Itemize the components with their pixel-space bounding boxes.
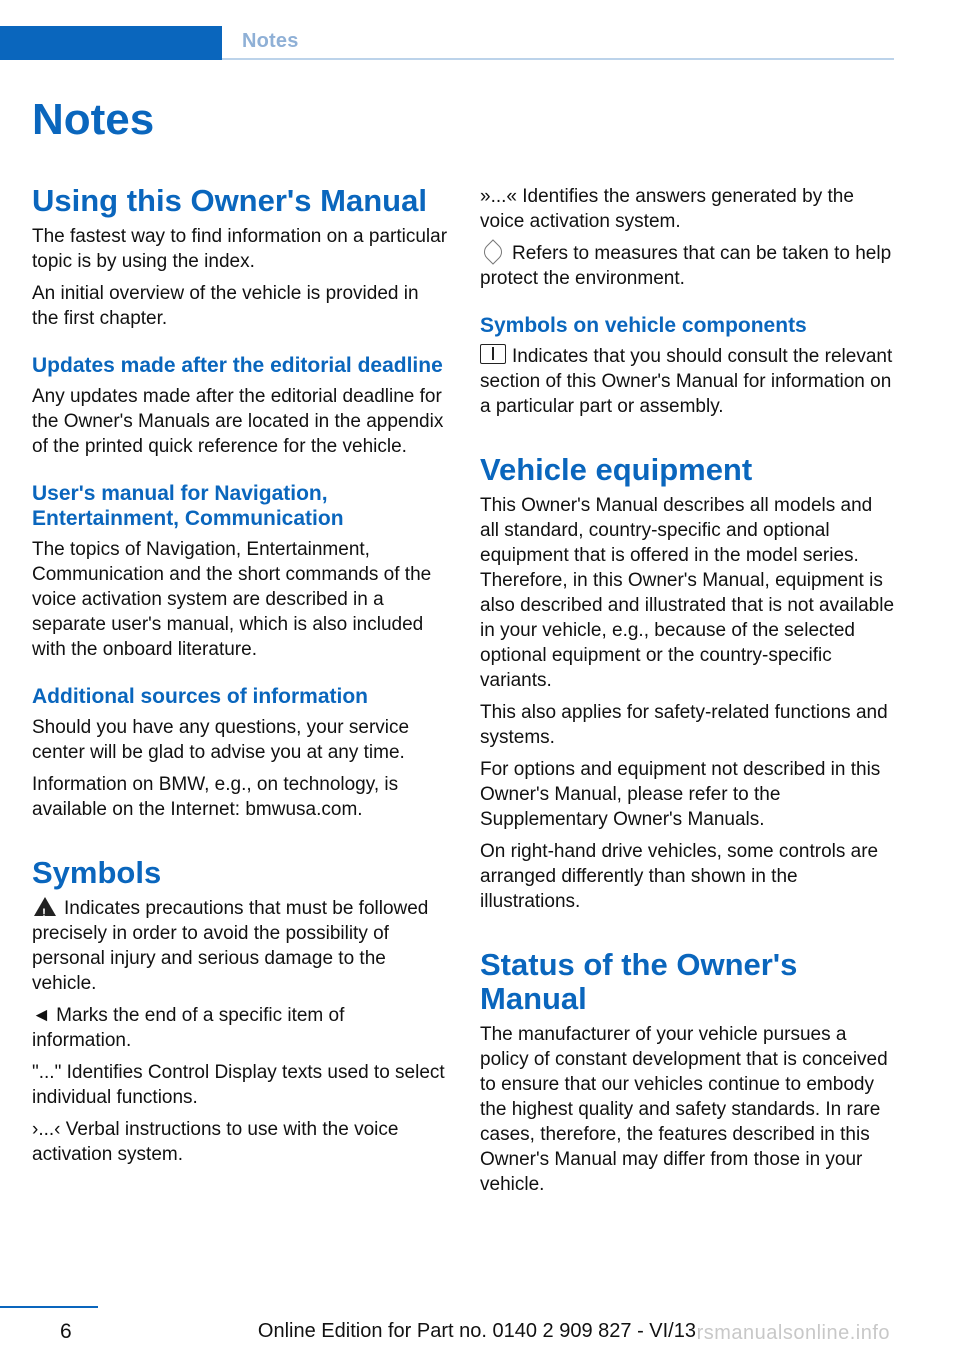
paragraph: Information on BMW, e.g., on technology, is available on the Internet: bmwusa.com. <box>32 774 399 820</box>
paragraph-text: Indicates precautions that must be followed precisely in order to avoid the possibility of personal injury and serious damage to the vehicle. <box>32 898 429 994</box>
header-accent-bar <box>0 26 222 60</box>
book-icon <box>480 344 506 364</box>
paragraph: On right-hand drive vehicles, some controls are arranged differently than shown in the illustrations. <box>480 841 879 912</box>
heading-symbols: Symbols <box>32 855 162 890</box>
footer-rule <box>0 1306 98 1308</box>
paragraph: Any updates made after the editorial deadline for the Owner's Manuals are located in the appendix of the printed quick reference for the vehicle. <box>32 386 444 457</box>
left-column <box>32 184 448 1174</box>
heading-using-manual: Using this Owner's Manual <box>32 183 427 218</box>
edition-label: Online Edition for Part no. 0140 2 909 827 - VI/13 <box>257 1320 696 1342</box>
running-header-title: Notes <box>242 30 299 52</box>
heading-vehicle-components: Symbols on vehicle components <box>480 314 807 337</box>
heading-additional-sources: Additional sources of information <box>32 685 369 708</box>
paragraph: Should you have any questions, your service center will be glad to advise you at any time. <box>32 717 410 763</box>
paragraph: »...« Identifies the answers generated by the voice activation system. <box>480 186 854 232</box>
heading-status-manual: Status of the Owner's Manual <box>480 947 798 1016</box>
environment-leaf-icon <box>480 239 505 264</box>
paragraph: For options and equipment not described in this Owner's Manual, please refer to the Supplementary Owner's Manuals. <box>480 759 881 830</box>
symbol-environment-paragraph <box>480 241 896 291</box>
header-rule <box>222 58 894 60</box>
paragraph: The fastest way to find information on a particular topic is by using the index. <box>32 226 448 272</box>
paragraph-text: Refers to measures that can be taken to help protect the environment. <box>480 243 892 289</box>
paragraph: The topics of Navigation, Entertainment, Communication and the short commands of the voice activation system are described in a separate user's manual, which is also included with the onboard literature. <box>32 539 432 660</box>
paragraph: The manufacturer of your vehicle pursues a policy of constant development that is conceived to ensure that our vehicles continue to embody the highest quality and safety standards. In rare cases, therefore, the features described in this Owner's Manual may differ from those in your vehicle. <box>480 1024 888 1195</box>
right-column <box>480 184 896 1204</box>
heading-vehicle-equipment: Vehicle equipment <box>480 452 753 487</box>
symbol-book-paragraph <box>480 344 896 419</box>
heading-updates: Updates made after the editorial deadline <box>32 354 443 377</box>
heading-nav-manual: User's manual for Navigation, Entertainment, Communication <box>32 482 344 530</box>
paragraph: "..." Identifies Control Display texts used to select individual functions. <box>32 1062 445 1108</box>
page-number: 6 <box>60 1320 72 1343</box>
paragraph-text: Indicates that you should consult the relevant section of this Owner's Manual for information on a particular part or assembly. <box>480 346 893 417</box>
symbol-warning-paragraph <box>32 896 448 996</box>
warning-triangle-icon <box>34 897 56 916</box>
paragraph: This also applies for safety-related functions and systems. <box>480 702 888 748</box>
paragraph: ›...‹ Verbal instructions to use with the voice activation system. <box>32 1119 399 1165</box>
paragraph: This Owner's Manual describes all models and all standard, country-specific and optional equipment that is offered in the model series. Therefore, in this Owner's Manual, equipment is also described and illustrated that is not available in your vehicle, e.g., because of the selected optional equipment or the country-specific variants. <box>480 495 895 691</box>
page-title: Notes <box>32 95 155 144</box>
paragraph: ◄ Marks the end of a specific item of information. <box>32 1005 345 1051</box>
paragraph: An initial overview of the vehicle is provided in the first chapter. <box>32 283 419 329</box>
watermark: rsmanualsonline.info <box>696 1322 890 1344</box>
